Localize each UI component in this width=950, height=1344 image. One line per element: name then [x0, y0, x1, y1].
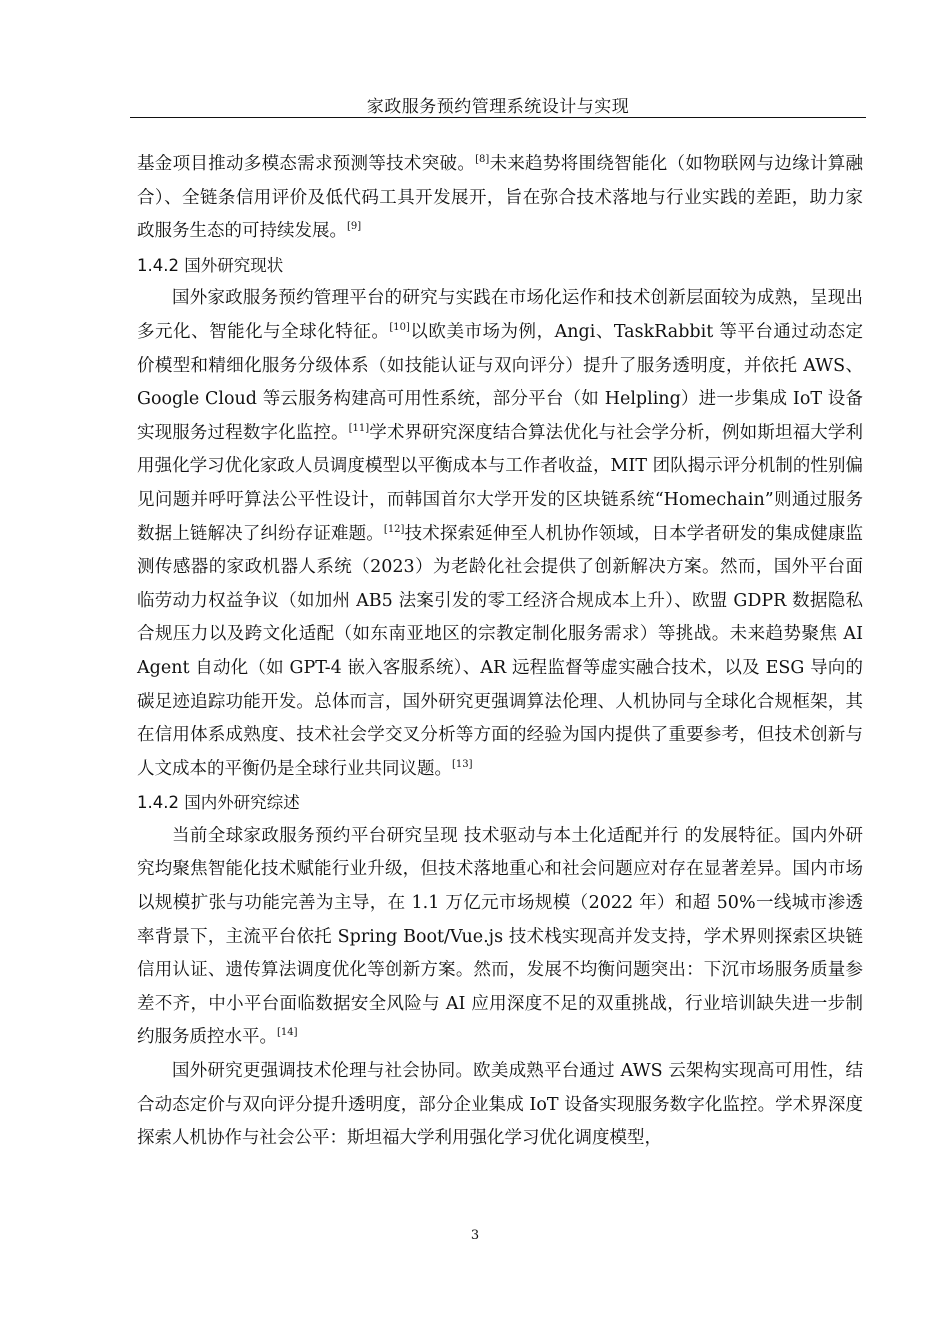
paragraph-foreign-research: 国外家政服务预约管理平台的研究与实践在市场化运作和技术创新层面较为成熟，呈现出多元化、智能化与全球化特征。[10]以欧美市场为例，Angi、TaskRabbit 等平台通过动态定价模型和精细化服务分级体系（如技能认证与双向评分）提升了服务透明度，并依托 AWS、Google Cloud 等云服务构建高可用性系统，部分平台（如 Helpling）进一步集成 IoT 设备实现服务过程数字化监控。[11]学术界研究深度结合算法优化与社会学分析，例如斯坦福大学利用强化学习优化家政人员调度模型以平衡成本与工作者收益，MIT 团队揭示评分机制的性别偏见问题并呼吁算法公平性设计，而韩国首尔大学开发的区块链系统“Homechain”则通过服务数据上链解决了纠纷存证难题。[12]技术探索延伸至人机协作领域，日本学者研发的集成健康监测传感器的家政机器人系统（2023）为老龄化社会提供了创新解决方案。然而，国外平台面临劳动力权益争议（如加州 AB5 法案引发的零工经济合规成本上升）、欧盟 GDPR 数据隐私合规压力以及跨文化适配（如东南亚地区的宗教定制化服务需求）等挑战。未来趋势聚焦 AI Agent 自动化（如 GPT-4 嵌入客服系统）、AR 远程监督等虚实融合技术，以及 ESG 导向的碳足迹追踪功能开发。总体而言，国外研究更强调算法伦理、人机协同与全球化合规框架，其在信用体系成熟度、技术社会学交叉分析等方面的经验为国内提供了重要参考，但技术创新与人文成本的平衡仍是全球行业共同议题。[13] — [137, 288, 864, 779]
citation: [10] — [389, 321, 410, 333]
page-number: 3 — [470, 1228, 480, 1243]
paragraph-continued: 基金项目推动多模态需求预测等技术突破。[8]未来趋势将围绕智能化（如物联网与边缘计算融合）、全链条信用评价及低代码工具开发展开，旨在弥合技术落地与行业实践的差距，助力家政服务生态的可持续发展。[9] — [137, 154, 864, 242]
section-heading-review: 1.4.2 国内外研究综述 — [137, 793, 300, 813]
citation: [14] — [277, 1027, 298, 1039]
citation: [12] — [383, 523, 405, 535]
body-text — [137, 148, 863, 1156]
citation: [11] — [348, 422, 370, 434]
paragraph-review-2: 国外研究更强调技术伦理与社会协同。欧美成熟平台通过 AWS 云架构实现高可用性，结合动态定价与双向评分提升透明度，部分企业集成 IoT 设备实现服务数字化监控。学术界深度探索人机协作与社会公平：斯坦福大学利用强化学习优化调度模型， — [137, 1061, 863, 1149]
header-rule — [130, 117, 866, 118]
citation: [9] — [347, 221, 362, 233]
citation: [13] — [452, 758, 473, 770]
paragraph-review-1: 当前全球家政服务预约平台研究呈现 技术驱动与本土化适配并行 的发展特征。国内外研究均聚焦智能化技术赋能行业升级，但技术落地重心和社会问题应对存在显著差异。国内市场以规模扩张与功能完善为主导，在 1.1 万亿元市场规模（2022 年）和超 50%一线城市渗透率背景下，主流平台依托 Spring Boot/Vue.js 技术栈实现高并发支持，学术界则探索区块链信用认证、遗传算法调度优化等创新方案。然而，发展不均衡问题突出：下沉市场服务质量参差不齐，中小平台面临数据安全风险与 AI 应用深度不足的双重挑战，行业培训缺失进一步制约服务质控水平。[14] — [137, 825, 863, 1048]
running-header: 家政服务预约管理系统设计与实现 — [366, 97, 630, 117]
section-heading-foreign: 1.4.2 国外研究现状 — [137, 255, 284, 275]
citation: [8] — [475, 154, 490, 165]
